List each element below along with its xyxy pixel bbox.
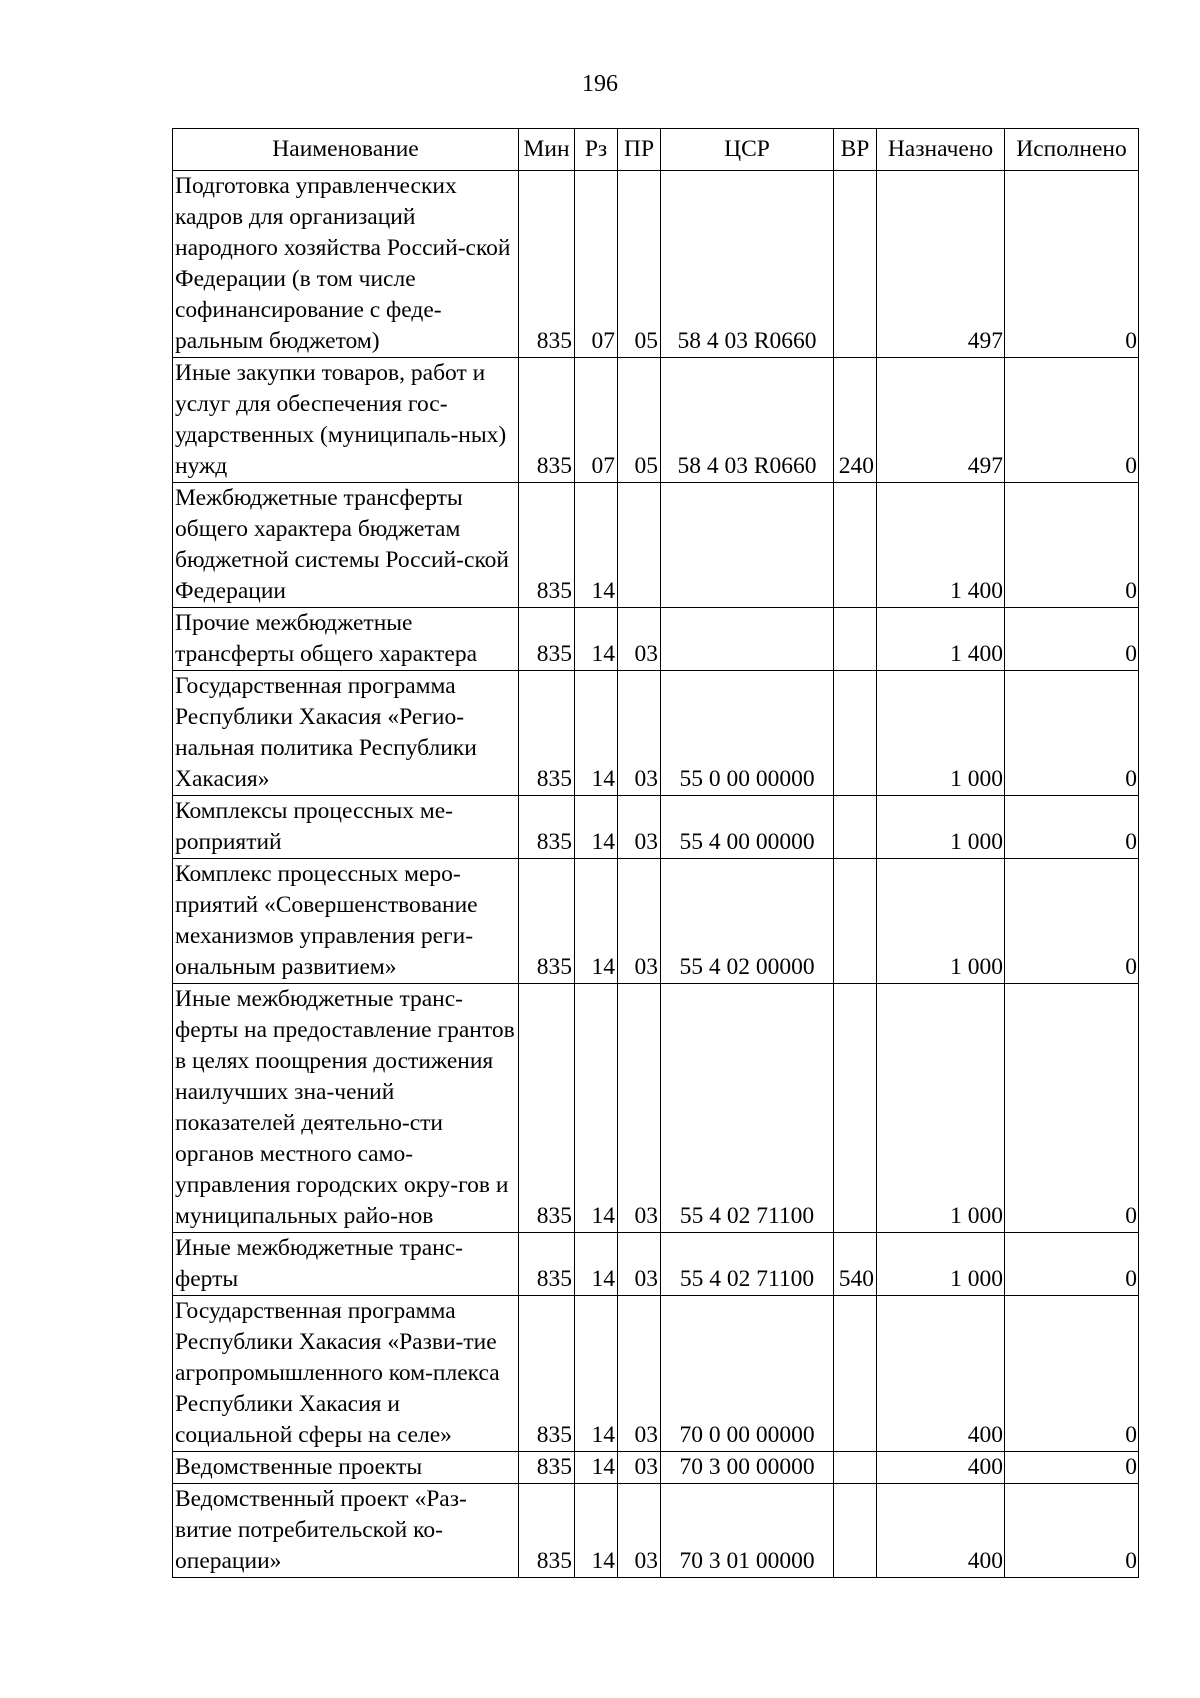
row-csr: 70 3 00 00000 (661, 1452, 834, 1484)
row-rz: 14 (575, 859, 618, 984)
row-rz: 14 (575, 1484, 618, 1578)
row-pr: 03 (618, 608, 661, 671)
row-pr: 03 (618, 671, 661, 796)
row-vr (834, 859, 877, 984)
row-pr: 03 (618, 796, 661, 859)
row-min: 835 (519, 1484, 575, 1578)
row-vr (834, 984, 877, 1233)
row-min: 835 (519, 796, 575, 859)
row-csr: 55 4 02 00000 (661, 859, 834, 984)
table-row (173, 1233, 1139, 1296)
row-csr: 55 0 00 00000 (661, 671, 834, 796)
row-executed: 0 (1005, 1452, 1139, 1484)
row-executed: 0 (1005, 671, 1139, 796)
row-pr: 03 (618, 1296, 661, 1452)
row-min: 835 (519, 1296, 575, 1452)
row-pr: 03 (618, 984, 661, 1233)
page-number: 196 (582, 71, 618, 97)
header-row (173, 129, 1139, 171)
row-vr (834, 796, 877, 859)
row-min: 835 (519, 671, 575, 796)
table-row (173, 1296, 1139, 1452)
table-row (173, 358, 1139, 483)
row-name: Иные межбюджетные транс-ферты (173, 1233, 519, 1296)
header-csr: ЦСР (661, 129, 834, 171)
table-row (173, 1484, 1139, 1578)
row-vr (834, 1452, 877, 1484)
row-executed: 0 (1005, 796, 1139, 859)
row-executed: 0 (1005, 984, 1139, 1233)
row-min: 835 (519, 1233, 575, 1296)
header-pr: ПР (618, 129, 661, 171)
row-assigned: 1 000 (877, 859, 1005, 984)
row-csr (661, 483, 834, 608)
row-name: Государственная программа Республики Хакасия «Регио-нальная политика Республики Хакасия» (173, 671, 519, 796)
row-csr: 58 4 03 R0660 (661, 171, 834, 358)
row-min: 835 (519, 859, 575, 984)
row-csr: 55 4 00 00000 (661, 796, 834, 859)
row-min: 835 (519, 483, 575, 608)
row-rz: 07 (575, 358, 618, 483)
row-assigned: 497 (877, 171, 1005, 358)
row-name: Комплексы процессных ме-роприятий (173, 796, 519, 859)
table-row (173, 859, 1139, 984)
row-rz: 14 (575, 796, 618, 859)
row-csr: 70 0 00 00000 (661, 1296, 834, 1452)
row-csr: 55 4 02 71100 (661, 984, 834, 1233)
row-pr: 03 (618, 1452, 661, 1484)
row-name: Межбюджетные трансферты общего характера бюджетам бюджетной системы Россий-ской Федерации (173, 483, 519, 608)
row-min: 835 (519, 608, 575, 671)
row-name: Комплекс процессных меро-приятий «Совершенствование механизмов управления реги-ональным развитием» (173, 859, 519, 984)
row-assigned: 1 000 (877, 671, 1005, 796)
row-pr: 03 (618, 859, 661, 984)
row-vr (834, 171, 877, 358)
row-assigned: 1 400 (877, 483, 1005, 608)
row-executed: 0 (1005, 483, 1139, 608)
table-row (173, 796, 1139, 859)
row-assigned: 400 (877, 1484, 1005, 1578)
row-executed: 0 (1005, 358, 1139, 483)
row-csr (661, 608, 834, 671)
header-min: Мин (519, 129, 575, 171)
row-rz: 14 (575, 1452, 618, 1484)
row-vr: 240 (834, 358, 877, 483)
row-pr: 05 (618, 171, 661, 358)
table-row (173, 984, 1139, 1233)
row-rz: 14 (575, 1296, 618, 1452)
row-name: Ведомственный проект «Раз-витие потребительской ко-операции» (173, 1484, 519, 1578)
row-rz: 07 (575, 171, 618, 358)
row-rz: 14 (575, 608, 618, 671)
row-rz: 14 (575, 984, 618, 1233)
row-assigned: 400 (877, 1452, 1005, 1484)
row-assigned: 497 (877, 358, 1005, 483)
row-executed: 0 (1005, 608, 1139, 671)
row-assigned: 1 000 (877, 796, 1005, 859)
header-vr: ВР (834, 129, 877, 171)
row-executed: 0 (1005, 859, 1139, 984)
row-min: 835 (519, 358, 575, 483)
row-vr (834, 1484, 877, 1578)
row-csr: 70 3 01 00000 (661, 1484, 834, 1578)
row-vr: 540 (834, 1233, 877, 1296)
table-row (173, 483, 1139, 608)
row-vr (834, 1296, 877, 1452)
row-min: 835 (519, 984, 575, 1233)
row-name: Иные закупки товаров, работ и услуг для обеспечения гос-ударственных (муниципаль-ных) нужд (173, 358, 519, 483)
row-pr: 05 (618, 358, 661, 483)
row-csr: 55 4 02 71100 (661, 1233, 834, 1296)
row-name: Ведомственные проекты (173, 1452, 519, 1484)
row-assigned: 1 000 (877, 984, 1005, 1233)
row-executed: 0 (1005, 1296, 1139, 1452)
table-row (173, 671, 1139, 796)
row-pr: 03 (618, 1233, 661, 1296)
row-min: 835 (519, 1452, 575, 1484)
row-rz: 14 (575, 483, 618, 608)
row-name: Государственная программа Республики Хакасия «Разви-тие агропромышленного ком-плекса Республики Хакасия и социальной сферы на селе» (173, 1296, 519, 1452)
row-rz: 14 (575, 671, 618, 796)
row-executed: 0 (1005, 1233, 1139, 1296)
row-pr: 03 (618, 1484, 661, 1578)
table-row (173, 1452, 1139, 1484)
table-row (173, 608, 1139, 671)
row-pr (618, 483, 661, 608)
row-executed: 0 (1005, 171, 1139, 358)
header-executed: Исполнено (1005, 129, 1139, 171)
row-vr (834, 483, 877, 608)
header-assigned: Назначено (877, 129, 1005, 171)
row-min: 835 (519, 171, 575, 358)
row-name: Иные межбюджетные транс-ферты на предоставление грантов в целях поощрения достижения наилучших зна-чений показателей деятельно-сти органов местного само-управления городских окру-гов и муниципальных райо-нов (173, 984, 519, 1233)
row-name: Прочие межбюджетные трансферты общего характера (173, 608, 519, 671)
row-assigned: 400 (877, 1296, 1005, 1452)
row-vr (834, 671, 877, 796)
row-assigned: 1 400 (877, 608, 1005, 671)
row-executed: 0 (1005, 1484, 1139, 1578)
row-name: Подготовка управленческих кадров для организаций народного хозяйства Россий-ской Федерации (в том числе софинансирование с феде-ральным бюджетом) (173, 171, 519, 358)
table-row (173, 171, 1139, 358)
row-rz: 14 (575, 1233, 618, 1296)
header-name: Наименование (173, 129, 519, 171)
row-assigned: 1 000 (877, 1233, 1005, 1296)
header-rz: Рз (575, 129, 618, 171)
row-csr: 58 4 03 R0660 (661, 358, 834, 483)
budget-table (172, 128, 1139, 1578)
row-vr (834, 608, 877, 671)
